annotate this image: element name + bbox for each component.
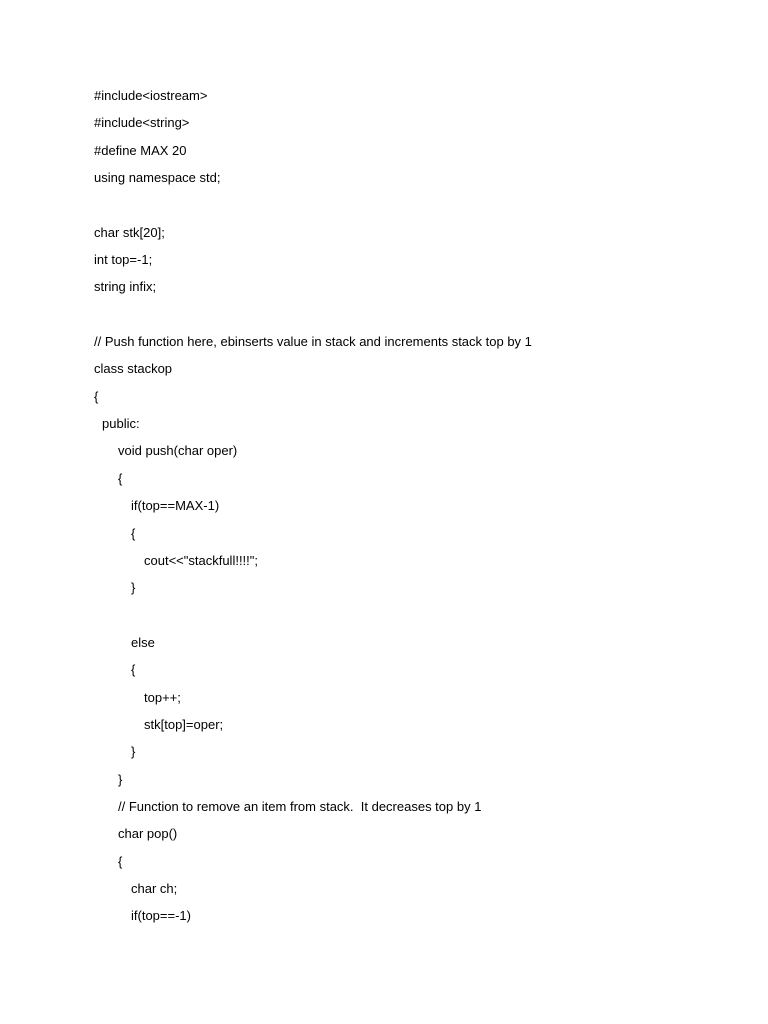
blank-line bbox=[94, 606, 734, 633]
code-line: using namespace std; bbox=[94, 170, 221, 186]
code-line: #include<string> bbox=[94, 115, 190, 131]
code-line: stk[top]=oper; bbox=[144, 716, 224, 732]
code-line: else bbox=[131, 634, 155, 650]
code-line: top++; bbox=[144, 689, 181, 705]
code-line: char stk[20]; bbox=[94, 224, 165, 240]
code-line: { bbox=[94, 388, 99, 404]
code-comment: // Function to remove an item from stack. It decreases top by 1 bbox=[118, 798, 482, 814]
code-line: } bbox=[131, 580, 136, 596]
code-line: { bbox=[118, 470, 123, 486]
code-line: int top=-1; bbox=[94, 252, 153, 268]
code-line: #include<iostream> bbox=[94, 88, 208, 103]
code-line: public: bbox=[102, 416, 140, 432]
code-line: } bbox=[131, 744, 136, 760]
code-line: if(top==-1) bbox=[131, 908, 191, 924]
code-line: if(top==MAX-1) bbox=[131, 498, 220, 514]
code-line: char ch; bbox=[131, 880, 178, 896]
blank-line bbox=[94, 305, 734, 332]
blank-line bbox=[94, 195, 734, 222]
code-line: { bbox=[118, 853, 123, 869]
code-line: #define MAX 20 bbox=[94, 142, 187, 158]
code-line: { bbox=[131, 525, 136, 541]
code-line: { bbox=[131, 662, 136, 678]
code-line: void push(char oper) bbox=[118, 443, 238, 459]
code-line: } bbox=[118, 771, 123, 787]
code-line: char pop() bbox=[118, 826, 178, 842]
code-line: class stackop bbox=[94, 361, 173, 377]
code-listing bbox=[94, 86, 734, 934]
code-line: string infix; bbox=[94, 279, 157, 295]
code-line: cout<<"stackfull!!!!"; bbox=[144, 552, 259, 568]
code-comment: // Push function here, ebinserts value in stack and increments stack top by 1 bbox=[94, 334, 532, 350]
